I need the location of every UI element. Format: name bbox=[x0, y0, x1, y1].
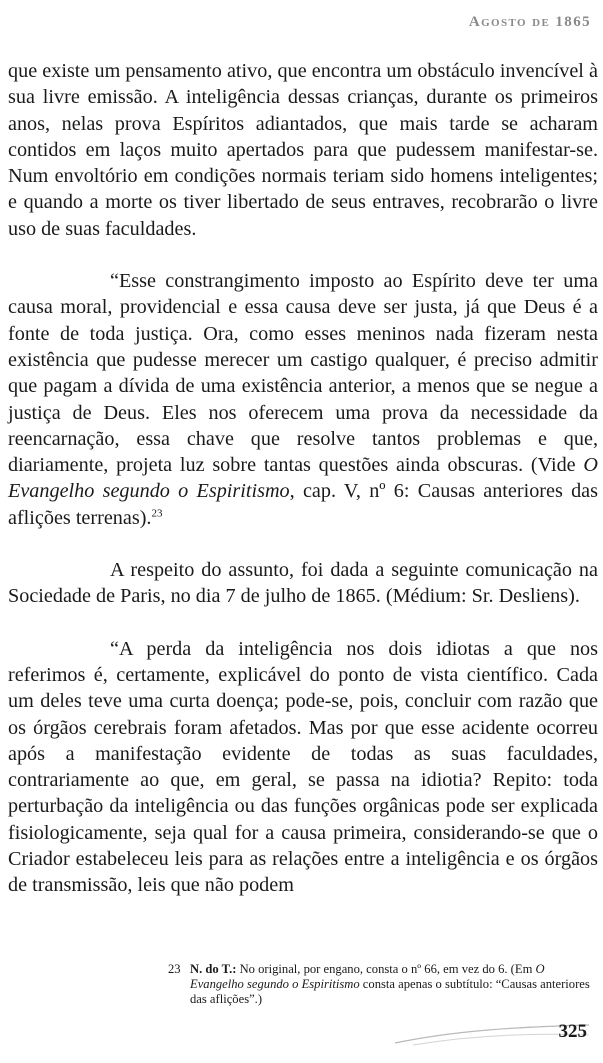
paragraph-2 bbox=[8, 268, 598, 531]
footnote-book-title: O Evangelho segundo o Espiritismo bbox=[190, 962, 545, 991]
paragraph-4: “A perda da inteligência nos dois idiotas a que nos referimos é, certamente, explicável do ponto de vista científico. Cada um deles teve uma curta doença; pode-se, pois, concluir com razão que os órgãos cerebrais foram afetados. Mas por que esse acidente ocorreu após a manifestação evidente de todas as suas faculdades, contrariamente ao que, em geral, se passa na idiotia? Repito: toda perturbação da inteligência ou das funções orgânicas pode ser explicada fisiologicamente, seja qual for a causa primeira, considerando-se que o Criador estabeleceu leis para as relações entre a inteligência e os órgãos de transmissão, leis que não podem bbox=[8, 637, 598, 897]
page-number-ornament bbox=[393, 1013, 593, 1047]
book-title: O Evangelho segundo o Espiritismo bbox=[8, 454, 598, 503]
paragraph-1: que existe um pensamento ativo, que encontra um obstáculo invencível à sua livre emissão. A inteligência dessas crianças, durante os primeiros anos, nelas prova Espíritos adiantados, que mais tarde se acharam contidos em laços muito apertados para que pudessem manifestar-se. Num envoltório em condições normais teriam sido homens inteligentes; e quando a morte os tiver libertado de seus entraves, recobrarão o livre uso de suas faculdades. bbox=[8, 60, 598, 240]
page-number: 325 bbox=[558, 1021, 587, 1042]
footnote-number: 23 bbox=[168, 962, 181, 976]
running-header: Agosto de 1865 bbox=[468, 14, 591, 30]
footnote-reference[interactable]: 23 bbox=[151, 507, 163, 520]
footnote-label: N. do T.: bbox=[190, 962, 237, 976]
footnote-text-b: consta apenas o subtítulo: “Causas anteriores das aflições”.) bbox=[190, 977, 590, 1006]
paragraph-2-end: , cap. V, nº 6: Causas anteriores das aflições terrenas). bbox=[8, 480, 599, 529]
main-text bbox=[8, 58, 598, 925]
paragraph-2-start: “Esse constrangimento imposto ao Espírito deve ter uma causa moral, providencial e essa causa deve ser justa, já que Deus é a fonte de toda justiça. Ora, como esses meninos nada fizeram nesta existência que pudesse merecer um castigo qualquer, é preciso admitir que pagam a dívida de uma existência anterior, a menos que se negue a justiça de Deus. Eles nos oferecem uma prova da necessidade da reencarnação, essa chave que resolve tantos problemas e que, diariamente, projeta luz sobre tantas questões ainda obscuras. (Vide bbox=[8, 270, 598, 477]
paragraph-3: A respeito do assunto, foi dada a seguinte comunicação na Sociedade de Paris, no dia 7 de julho de 1865. (Médium: Sr. Desliens). bbox=[8, 559, 598, 608]
footnote-text-a: No original, por engano, consta o nº 66, em vez do 6. (Em bbox=[236, 962, 536, 976]
footnote-text bbox=[190, 962, 593, 1007]
footnote-area bbox=[168, 962, 593, 1007]
